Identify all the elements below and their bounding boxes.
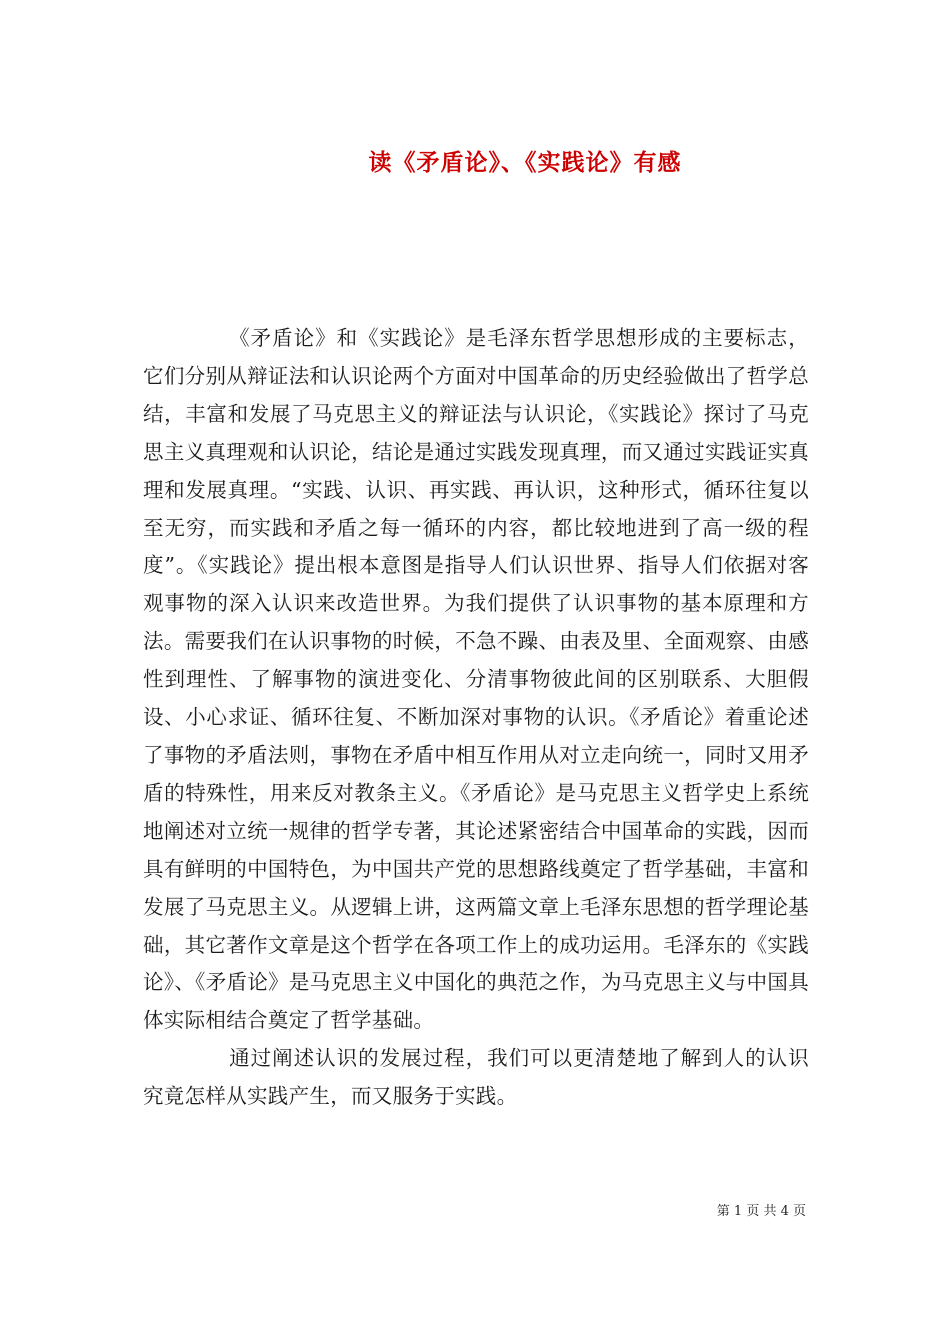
body-paragraph-2: 通过阐述认识的发展过程，我们可以更清楚地了解到人的认识究竟怎样从实践产生，而又服务于实践。 bbox=[143, 1046, 809, 1109]
body-paragraph-1: 《矛盾论》和《实践论》是毛泽东哲学思想形成的主要标志，它们分别从辩证法和认识论两个方面对中国革命的历史经验做出了哲学总结，丰富和发展了马克思主义的辩证法与认识论，《实践论》探讨了马克思主义真理观和认识论，结论是通过实践发现真理，而又通过实践证实真理和发展真理。“实践、认识、再实践、再认识，这种形式，循环往复以至无穷，而实践和矛盾之每一循环的内容，都比较地进到了高一级的程度”。《实践论》提出根本意图是指导人们认识世界、指导人们依据对客观事物的深入认识来改造世界。为我们提供了认识事物的基本原理和方法。需要我们在认识事物的时候，不急不躁、由表及里、全面观察、由感性到理性、了解事物的演进变化、分清事物彼此间的区别联系、大胆假设、小心求证、循环往复、不断加深对事物的认识。《矛盾论》着重论述了事物的矛盾法则，事物在矛盾中相互作用从对立走向统一，同时又用矛盾的特殊性，用来反对教条主义。《矛盾论》是马克思主义哲学史上系统地阐述对立统一规律的哲学专著，其论述紧密结合中国革命的实践，因而具有鲜明的中国特色，为中国共产党的思想路线奠定了哲学基础，丰富和发展了马克思主义。从逻辑上讲，这两篇文章上毛泽东思想的哲学理论基础，其它著作文章是这个哲学在各项工作上的成功运用。毛泽东的《实践论》、《矛盾论》是马克思主义中国化的典范之作，为马克思主义与中国具体实际相结合奠定了哲学基础。 bbox=[143, 326, 809, 1033]
document-body bbox=[143, 320, 809, 1116]
page-footer: 第 1 页 共 4 页 bbox=[716, 1204, 806, 1219]
document-title: 读《矛盾论》、《实践论》有感 bbox=[368, 149, 682, 177]
